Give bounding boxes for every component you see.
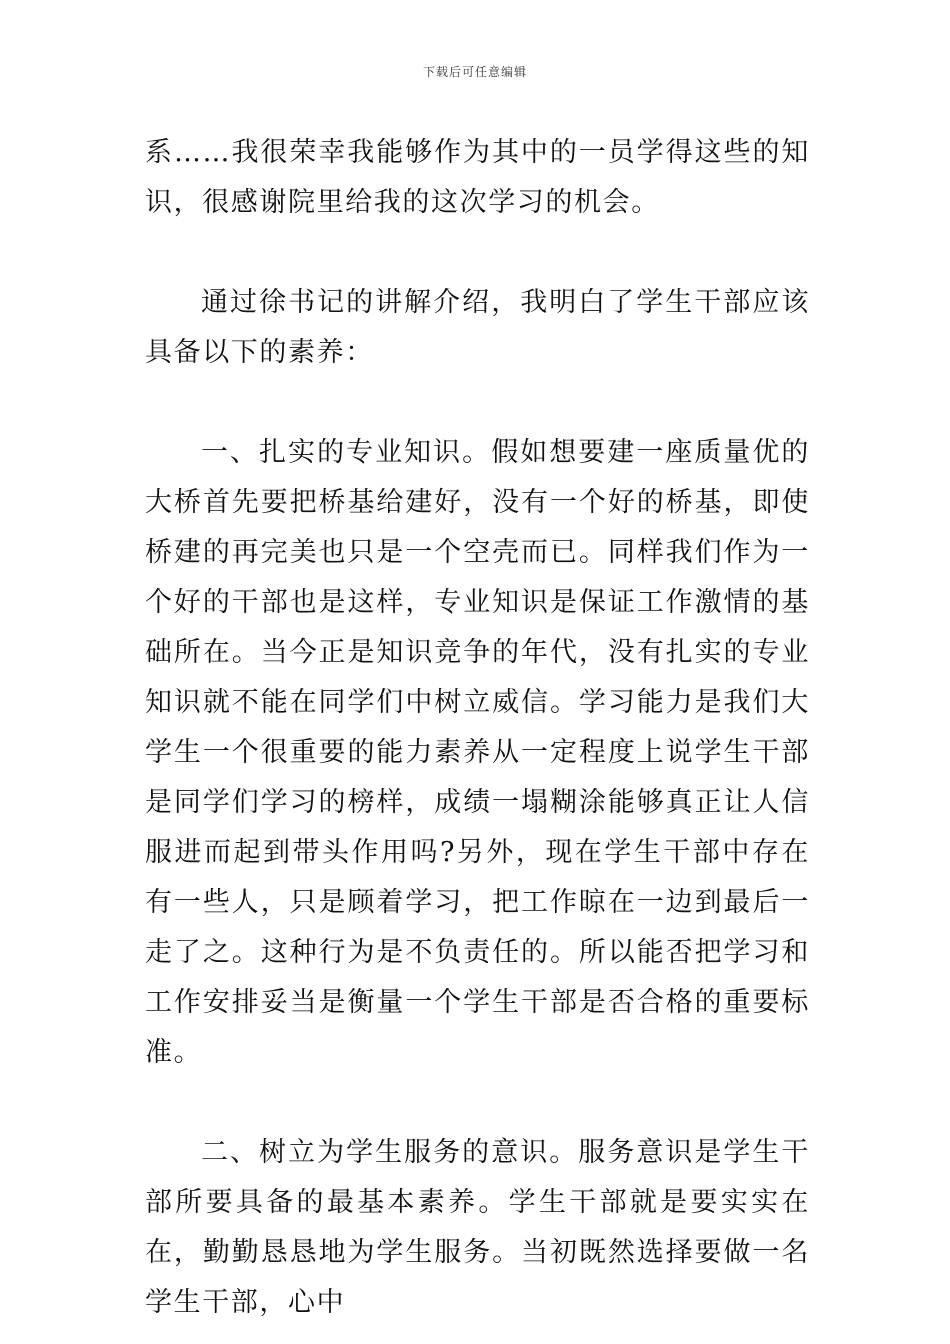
document-body [145, 128, 810, 1328]
paragraph-gap [145, 1078, 810, 1128]
page-header: 下载后可任意编辑 [422, 65, 527, 79]
paragraph-1: 系……我很荣幸我能够作为其中的一员学得这些的知识，很感谢院里给我的这次学习的机会。 [145, 137, 810, 218]
paragraph-4: 二、树立为学生服务的意识。服务意识是学生干部所要具备的最基本素养。学生干部就是要实实在在，勤勤恳恳地为学生服务。当初既然选择要做一名学生干部，心中 [145, 1137, 810, 1318]
paragraph-3: 一、扎实的专业知识。假如想要建一座质量优的大桥首先要把桥基给建好，没有一个好的桥基，即使桥建的再完美也只是一个空壳而已。同样我们作为一个好的干部也是这样，专业知识是保证工作激情的基础所在。当今正是知识竞争的年代，没有扎实的专业知识就不能在同学们中树立威信。学习能力是我们大学生一个很重要的能力素养从一定程度上说学生干部是同学们学习的榜样，成绩一塌糊涂能够真正让人信服进而起到带头作用吗?另外，现在学生干部中存在有一些人，只是顾着学习，把工作晾在一边到最后一走了之。这种行为是不负责任的。所以能否把学习和工作安排妥当是衡量一个学生干部是否合格的重要标准。 [145, 437, 810, 1068]
paragraph-gap [145, 378, 810, 428]
paragraph-gap [145, 228, 810, 278]
paragraph-2: 通过徐书记的讲解介绍，我明白了学生干部应该具备以下的素养： [145, 287, 810, 368]
